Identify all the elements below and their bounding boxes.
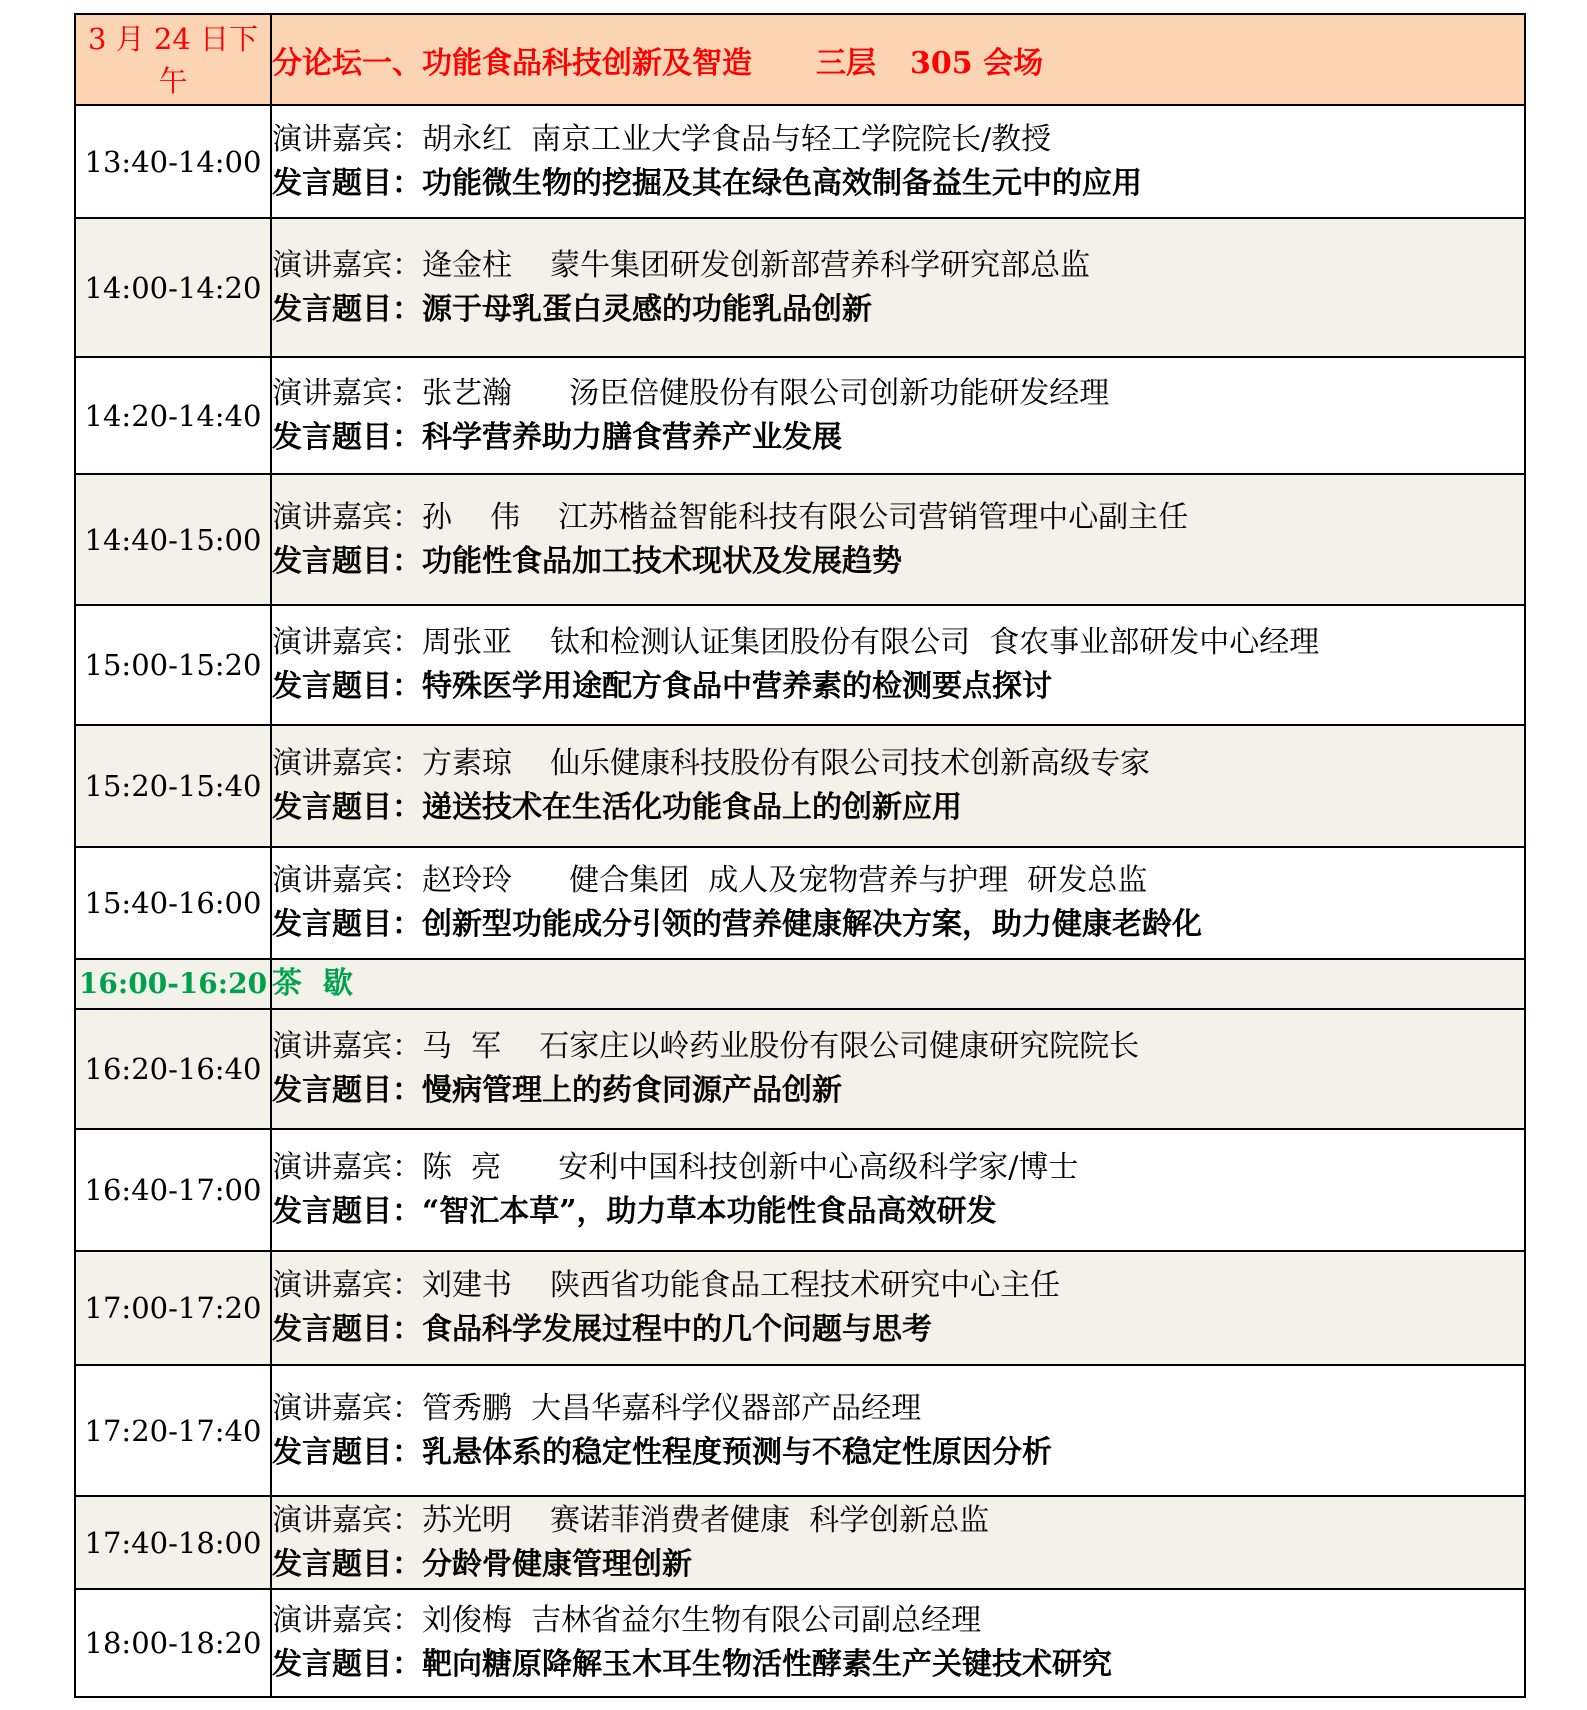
speaker-line <box>272 1387 1524 1431</box>
time-slot: 14:20-14:40 <box>75 357 271 474</box>
talk-topic: 靶向糖原降解玉木耳生物活性酵素生产关键技术研究 <box>422 1647 1112 1682</box>
time-slot: 15:00-15:20 <box>75 605 271 725</box>
talk-cell <box>271 725 1525 847</box>
time-slot: 14:40-15:00 <box>75 474 271 605</box>
topic-line <box>272 665 1524 709</box>
talk-cell <box>271 605 1525 725</box>
topic-line <box>272 1308 1524 1352</box>
schedule-row <box>75 105 1525 218</box>
speaker-line <box>272 372 1524 416</box>
schedule-row <box>75 1009 1525 1129</box>
time-slot: 17:00-17:20 <box>75 1251 271 1365</box>
speaker-info: 马 军 石家庄以岭药业股份有限公司健康研究院院长 <box>422 1029 1140 1064</box>
schedule-row <box>75 218 1525 357</box>
topic-label: 发言题目： <box>272 669 422 704</box>
topic-label: 发言题目： <box>272 907 422 942</box>
topic-label: 发言题目： <box>272 1073 422 1108</box>
talk-topic: 科学营养助力膳食营养产业发展 <box>422 419 842 455</box>
speaker-info: 胡永红 南京工业大学食品与轻工学院院长/教授 <box>422 121 1052 157</box>
speaker-info: 周张亚 钛和检测认证集团股份有限公司 食农事业部研发中心经理 <box>422 625 1320 660</box>
time-slot: 16:20-16:40 <box>75 1009 271 1129</box>
speaker-label: 演讲嘉宾： <box>272 1150 422 1185</box>
talk-cell <box>271 1129 1525 1251</box>
topic-label: 发言题目： <box>272 419 422 455</box>
topic-line <box>272 162 1524 206</box>
topic-label: 发言题目： <box>272 1194 422 1229</box>
time-slot: 18:00-18:20 <box>75 1589 271 1697</box>
talk-topic: 特殊医学用途配方食品中营养素的检测要点探讨 <box>422 669 1052 704</box>
topic-label: 发言题目： <box>272 1546 422 1582</box>
session-title: 分论坛一、功能食品科技创新及智造 <box>272 45 752 81</box>
topic-label: 发言题目： <box>272 291 422 327</box>
talk-topic: 源于母乳蛋白灵感的功能乳品创新 <box>422 291 872 327</box>
speaker-label: 演讲嘉宾： <box>272 1603 422 1638</box>
talk-cell <box>271 474 1525 605</box>
schedule-row <box>75 605 1525 725</box>
tea-break-time: 16:00-16:20 <box>75 959 271 1009</box>
time-slot: 17:40-18:00 <box>75 1496 271 1589</box>
speaker-line <box>272 859 1524 903</box>
speaker-info: 刘建书 陕西省功能食品工程技术研究中心主任 <box>422 1268 1061 1303</box>
speaker-line <box>272 244 1524 288</box>
topic-label: 发言题目： <box>272 1312 422 1347</box>
speaker-label: 演讲嘉宾： <box>272 625 422 660</box>
topic-label: 发言题目： <box>272 790 422 825</box>
schedule-row <box>75 847 1525 959</box>
speaker-info: 苏光明 赛诺菲消费者健康 科学创新总监 <box>422 1502 990 1538</box>
session-floor: 三层 <box>816 45 876 81</box>
talk-cell <box>271 1496 1525 1589</box>
talk-cell <box>271 1251 1525 1365</box>
time-slot: 14:00-14:20 <box>75 218 271 357</box>
speaker-info: 刘俊梅 吉林省益尔生物有限公司副总经理 <box>422 1603 982 1638</box>
speaker-info: 孙 伟 江苏楷益智能科技有限公司营销管理中心副主任 <box>422 499 1189 535</box>
time-slot: 16:40-17:00 <box>75 1129 271 1251</box>
topic-line <box>272 786 1524 830</box>
speaker-label: 演讲嘉宾： <box>272 1029 422 1064</box>
schedule-row <box>75 357 1525 474</box>
talk-topic: “智汇本草”，助力草本功能性食品高效研发 <box>422 1194 997 1229</box>
topic-line <box>272 903 1524 947</box>
topic-label: 发言题目： <box>272 543 422 579</box>
schedule-row <box>75 1365 1525 1496</box>
speaker-line <box>272 1146 1524 1190</box>
topic-label: 发言题目： <box>272 165 422 201</box>
talk-topic: 功能性食品加工技术现状及发展趋势 <box>422 543 902 579</box>
speaker-line <box>272 496 1524 540</box>
talk-cell <box>271 357 1525 474</box>
talk-cell <box>271 105 1525 218</box>
speaker-label: 演讲嘉宾： <box>272 1390 422 1426</box>
speaker-line <box>272 742 1524 786</box>
schedule-row <box>75 1251 1525 1365</box>
speaker-line <box>272 1599 1524 1643</box>
talk-cell <box>271 1365 1525 1496</box>
talk-topic: 创新型功能成分引领的营养健康解决方案，助力健康老龄化 <box>422 907 1202 942</box>
speaker-info: 管秀鹏 大昌华嘉科学仪器部产品经理 <box>422 1390 922 1426</box>
session-title-cell <box>271 14 1525 105</box>
schedule-row <box>75 1589 1525 1697</box>
speaker-info: 赵玲玲 健合集团 成人及宠物营养与护理 研发总监 <box>422 863 1148 898</box>
speaker-label: 演讲嘉宾： <box>272 499 422 535</box>
talk-topic: 食品科学发展过程中的几个问题与思考 <box>422 1312 932 1347</box>
time-slot: 17:20-17:40 <box>75 1365 271 1496</box>
talk-topic: 递送技术在生活化功能食品上的创新应用 <box>422 790 962 825</box>
topic-label: 发言题目： <box>272 1434 422 1470</box>
session-date: 3 月 24 日下午 <box>75 14 271 105</box>
schedule-row <box>75 725 1525 847</box>
topic-line <box>272 1069 1524 1113</box>
speaker-label: 演讲嘉宾： <box>272 121 422 157</box>
session-room: 305 会场 <box>910 45 1044 81</box>
time-slot: 15:20-15:40 <box>75 725 271 847</box>
forum-schedule-table <box>74 13 1526 1698</box>
speaker-label: 演讲嘉宾： <box>272 247 422 283</box>
speaker-info: 陈 亮 安利中国科技创新中心高级科学家/博士 <box>422 1150 1079 1185</box>
topic-line <box>272 1543 1524 1587</box>
topic-line <box>272 1643 1524 1687</box>
topic-line <box>272 1431 1524 1475</box>
tea-break-row <box>75 959 1525 1009</box>
speaker-label: 演讲嘉宾： <box>272 375 422 411</box>
schedule-row <box>75 1129 1525 1251</box>
talk-cell <box>271 1009 1525 1129</box>
tea-break-cell <box>271 959 1525 1009</box>
talk-topic: 分龄骨健康管理创新 <box>422 1546 692 1582</box>
time-slot: 13:40-14:00 <box>75 105 271 218</box>
speaker-line <box>272 1499 1524 1543</box>
topic-line <box>272 540 1524 584</box>
topic-line <box>272 1190 1524 1234</box>
talk-cell <box>271 218 1525 357</box>
schedule-row <box>75 474 1525 605</box>
topic-line <box>272 288 1524 332</box>
talk-topic: 功能微生物的挖掘及其在绿色高效制备益生元中的应用 <box>422 165 1142 201</box>
schedule-header-row <box>75 14 1525 105</box>
talk-topic: 乳悬体系的稳定性程度预测与不稳定性原因分析 <box>422 1434 1052 1470</box>
speaker-label: 演讲嘉宾： <box>272 746 422 781</box>
speaker-info: 逄金柱 蒙牛集团研发创新部营养科学研究部总监 <box>422 247 1091 283</box>
time-slot: 15:40-16:00 <box>75 847 271 959</box>
speaker-label: 演讲嘉宾： <box>272 1502 422 1538</box>
topic-label: 发言题目： <box>272 1647 422 1682</box>
speaker-label: 演讲嘉宾： <box>272 1268 422 1303</box>
speaker-line <box>272 118 1524 162</box>
tea-break-label: 茶 歇 <box>272 966 353 1001</box>
talk-cell <box>271 1589 1525 1697</box>
topic-line <box>272 416 1524 460</box>
speaker-label: 演讲嘉宾： <box>272 863 422 898</box>
speaker-info: 张艺瀚 汤臣倍健股份有限公司创新功能研发经理 <box>422 375 1110 411</box>
talk-cell <box>271 847 1525 959</box>
speaker-line <box>272 621 1524 665</box>
schedule-row <box>75 1496 1525 1589</box>
speaker-line <box>272 1264 1524 1308</box>
speaker-info: 方素琼 仙乐健康科技股份有限公司技术创新高级专家 <box>422 746 1151 781</box>
talk-topic: 慢病管理上的药食同源产品创新 <box>422 1073 842 1108</box>
speaker-line <box>272 1025 1524 1069</box>
